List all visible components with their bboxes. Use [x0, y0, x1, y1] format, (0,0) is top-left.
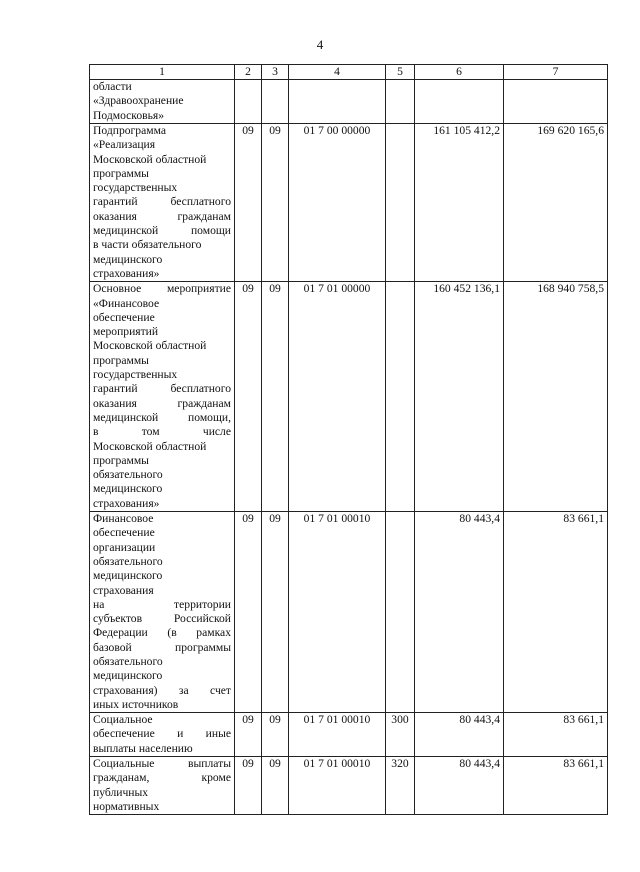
row-name-line: медицинского: [93, 252, 163, 266]
amount-year-2-cell: 83 661,1: [504, 757, 608, 815]
amount-year-2-cell: 83 661,1: [504, 512, 608, 713]
row-name-line: гражданам, кроме: [93, 771, 231, 785]
row-name-line: мероприятий: [93, 325, 159, 339]
row-name-line: оказания гражданам: [93, 209, 231, 223]
row-name-line: медицинской помощи: [93, 224, 231, 238]
row-name-line: организации: [93, 540, 156, 554]
row-name-line: иных источников: [93, 697, 179, 711]
expense-type-code-cell: 300: [386, 713, 415, 757]
row-name-line: на территории: [93, 597, 231, 611]
amount-year-1-cell: 80 443,4: [415, 757, 504, 815]
target-article-code-cell: 01 7 01 00000: [289, 282, 386, 512]
row-name-line: обязательного: [93, 468, 163, 482]
amount-year-2-cell: 83 661,1: [504, 713, 608, 757]
column-header-3: 3: [262, 65, 289, 80]
row-name-line: субъектов Российской: [93, 612, 231, 626]
table-row: [90, 80, 608, 124]
table-header-row: [90, 65, 608, 80]
amount-year-1-cell: 160 452 136,1: [415, 282, 504, 512]
row-name-cell: [90, 512, 235, 713]
row-name-line: гарантий бесплатного: [93, 382, 231, 396]
target-article-code-cell: 01 7 00 00000: [289, 124, 386, 282]
row-name-line: области: [93, 80, 132, 93]
column-header-2: 2: [235, 65, 262, 80]
row-name-cell: [90, 282, 235, 512]
row-name-line: страхования) за счет: [93, 683, 231, 697]
subsection-code-cell: 09: [262, 282, 289, 512]
row-name-line: страхования»: [93, 266, 160, 280]
row-name-line: Подмосковья»: [93, 108, 165, 122]
row-name-line: в части обязательного: [93, 238, 202, 252]
row-name-line: обеспечение: [93, 310, 155, 324]
budget-table: [89, 64, 608, 815]
row-name-line: обеспечение и иные: [93, 727, 231, 741]
section-code-cell: [235, 80, 262, 124]
amount-year-2-cell: [504, 80, 608, 124]
row-name-line: нормативных: [93, 799, 160, 813]
row-name-line: Социальное: [93, 713, 153, 727]
amount-year-1-cell: 80 443,4: [415, 512, 504, 713]
row-name-line: программы: [93, 353, 149, 367]
expense-type-code-cell: [386, 282, 415, 512]
row-name-line: Московской областной: [93, 152, 207, 166]
section-code-cell: 09: [235, 713, 262, 757]
row-name-line: государственных: [93, 181, 178, 195]
table-row: [90, 282, 608, 512]
row-name-line: Основное мероприятие: [93, 282, 231, 296]
row-name-line: «Здравоохранение: [93, 94, 184, 108]
row-name-line: медицинского: [93, 669, 163, 683]
row-name-line: Московской областной: [93, 439, 207, 453]
expense-type-code-cell: [386, 124, 415, 282]
row-name-line: «Реализация: [93, 138, 156, 152]
target-article-code-cell: 01 7 01 00010: [289, 713, 386, 757]
page-number: 4: [316, 37, 324, 52]
expense-type-code-cell: [386, 512, 415, 713]
row-name-line: обязательного: [93, 554, 163, 568]
amount-year-1-cell: 161 105 412,2: [415, 124, 504, 282]
row-name-line: обеспечение: [93, 526, 155, 540]
target-article-code-cell: 01 7 01 00010: [289, 512, 386, 713]
row-name-line: базовой программы: [93, 640, 231, 654]
column-header-1: 1: [90, 65, 235, 80]
table-row: [90, 757, 608, 815]
row-name-line: обязательного: [93, 654, 163, 668]
row-name-line: медицинского: [93, 482, 163, 496]
row-name-line: медицинской помощи,: [93, 410, 231, 424]
target-article-code-cell: [289, 80, 386, 124]
row-name-line: Федерации (в рамках: [93, 626, 231, 640]
section-code-cell: 09: [235, 512, 262, 713]
row-name-line: публичных: [93, 785, 149, 799]
amount-year-2-cell: 168 940 758,5: [504, 282, 608, 512]
row-name-line: Финансовое: [93, 512, 154, 526]
row-name-line: медицинского: [93, 569, 163, 583]
column-header-5: 5: [386, 65, 415, 80]
expense-type-code-cell: [386, 80, 415, 124]
row-name-line: выплаты населению: [93, 741, 193, 755]
expense-type-code-cell: 320: [386, 757, 415, 815]
row-name-line: гарантий бесплатного: [93, 195, 231, 209]
subsection-code-cell: 09: [262, 757, 289, 815]
target-article-code-cell: 01 7 01 00010: [289, 757, 386, 815]
row-name-line: «Финансовое: [93, 296, 160, 310]
row-name-cell: [90, 124, 235, 282]
section-code-cell: 09: [235, 282, 262, 512]
row-name-line: государственных: [93, 368, 178, 382]
row-name-cell: [90, 757, 235, 815]
row-name-cell: [90, 713, 235, 757]
column-header-6: 6: [415, 65, 504, 80]
subsection-code-cell: 09: [262, 713, 289, 757]
subsection-code-cell: 09: [262, 512, 289, 713]
amount-year-2-cell: 169 620 165,6: [504, 124, 608, 282]
subsection-code-cell: [262, 80, 289, 124]
column-header-4: 4: [289, 65, 386, 80]
column-header-7: 7: [504, 65, 608, 80]
row-name-line: Московской областной: [93, 339, 207, 353]
section-code-cell: 09: [235, 124, 262, 282]
table-row: [90, 713, 608, 757]
row-name-line: Социальные выплаты: [93, 757, 231, 771]
row-name-line: программы: [93, 453, 149, 467]
row-name-line: страхования»: [93, 496, 160, 510]
row-name-line: оказания гражданам: [93, 396, 231, 410]
row-name-line: программы: [93, 166, 149, 180]
table-row: [90, 512, 608, 713]
row-name-line: страхования: [93, 583, 154, 597]
section-code-cell: 09: [235, 757, 262, 815]
row-name-cell: [90, 80, 235, 124]
table-row: [90, 124, 608, 282]
row-name-line: Подпрограмма: [93, 124, 166, 137]
amount-year-1-cell: 80 443,4: [415, 713, 504, 757]
amount-year-1-cell: [415, 80, 504, 124]
subsection-code-cell: 09: [262, 124, 289, 282]
row-name-line: в том числе: [93, 425, 231, 439]
